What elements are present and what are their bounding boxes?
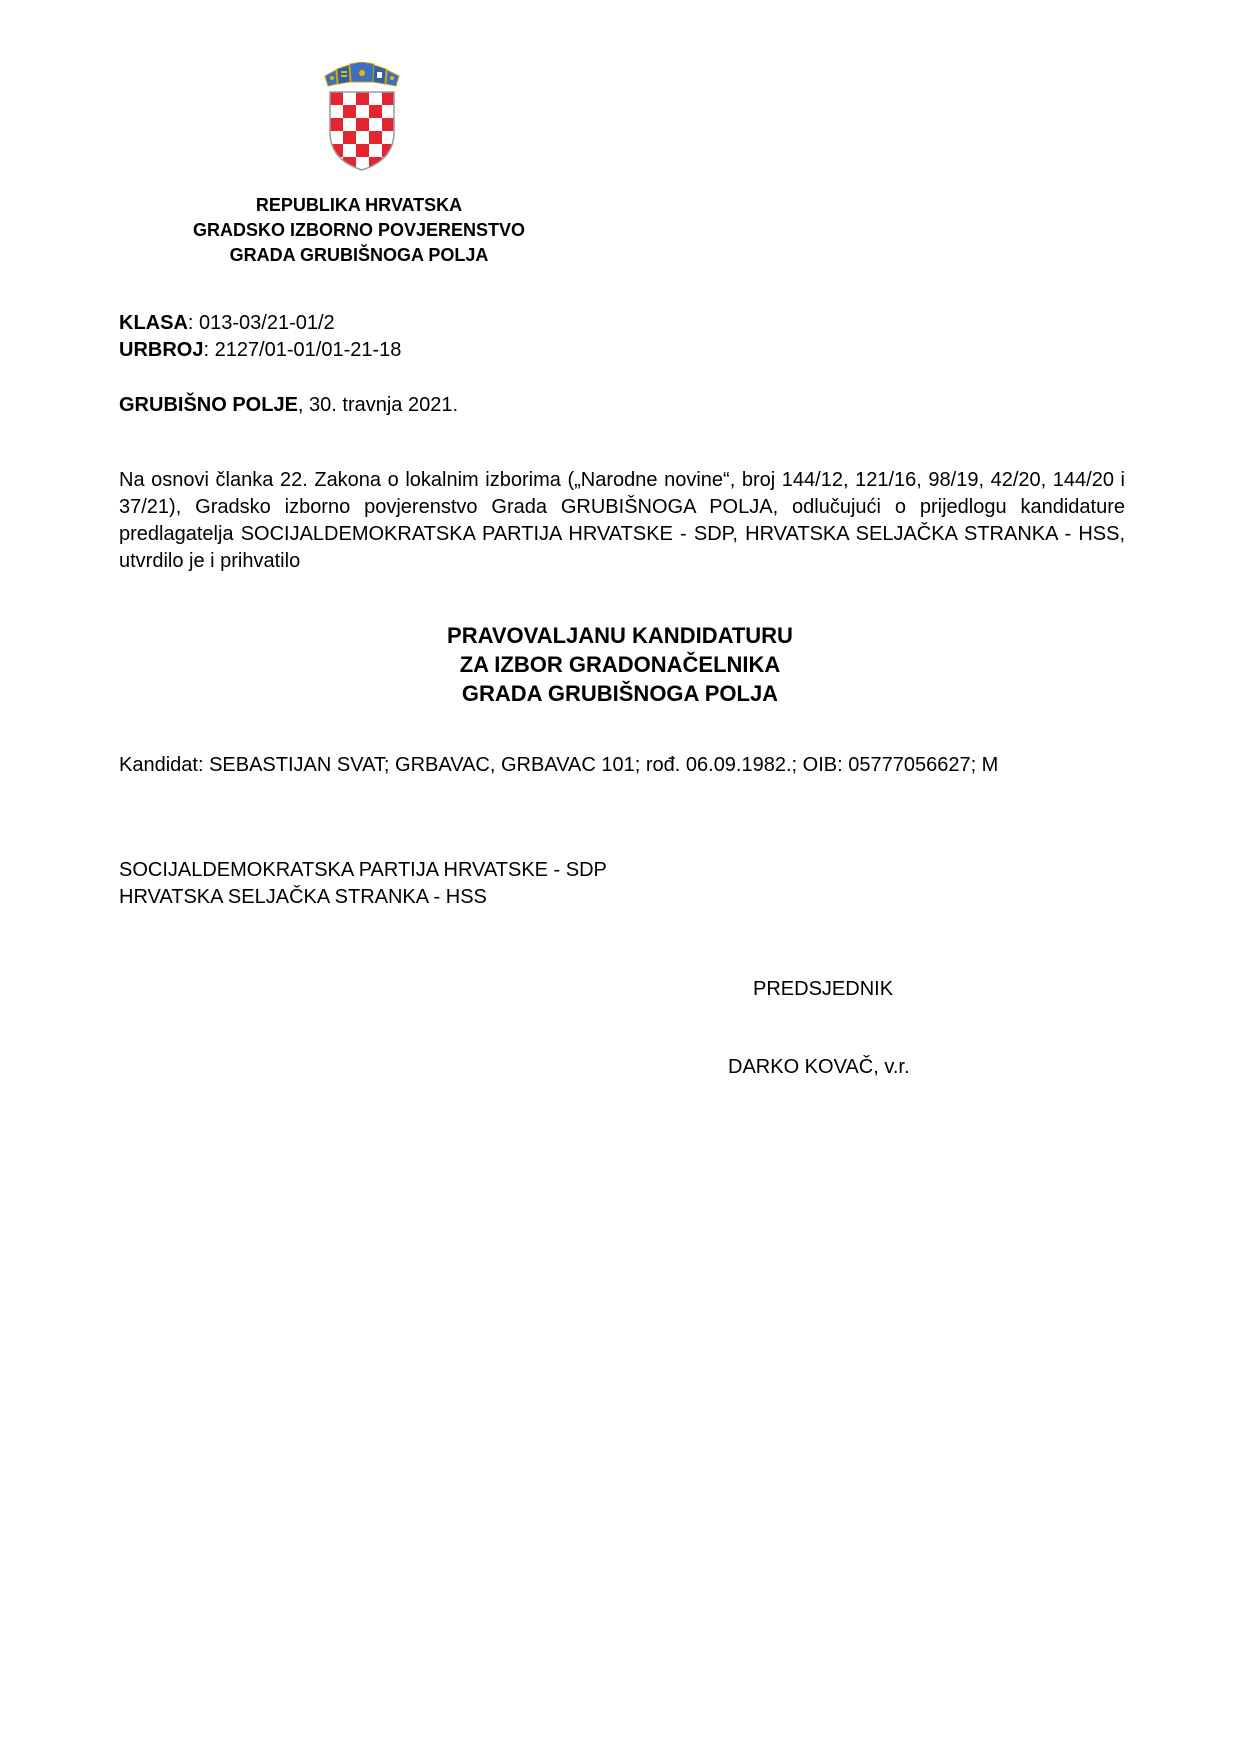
- crown-icon: [325, 62, 399, 86]
- candidate-details: Kandidat: SEBASTIJAN SVAT; GRBAVAC, GRBAVAC 101; rođ. 06.09.1982.; OIB: 05777056627; M: [119, 754, 999, 776]
- place-date-line: [119, 392, 458, 419]
- proposing-parties: [119, 857, 607, 911]
- urbroj-label: URBROJ: [119, 339, 204, 361]
- urbroj-value: : 2127/01-01/01-21-18: [203, 339, 402, 361]
- document-header: [120, 193, 598, 268]
- party-hss: HRVATSKA SELJAČKA STRANKA - HSS: [119, 886, 487, 908]
- header-commission: GRADSKO IZBORNO POVJERENSTVO: [192, 220, 526, 240]
- header-city: GRADA GRUBIŠNOGA POLJA: [229, 245, 489, 265]
- signature-title: PREDSJEDNIK: [753, 978, 894, 1000]
- place: GRUBIŠNO POLJE: [119, 394, 298, 416]
- decision-title-line-2: ZA IZBOR GRADONAČELNIKA: [459, 652, 781, 677]
- urbroj-line: [119, 337, 401, 364]
- header-country: REPUBLIKA HRVATSKA: [255, 195, 463, 215]
- intro-paragraph: Na osnovi članka 22. Zakona o lokalnim izborima („Narodne novine“, broj 144/12, 121/16, 98/19, 42/20, 144/20 i 37/21), Gradsko izborno povjerenstvo Grada GRUBIŠNOGA POLJA, odlučujući o prijedlogu kandidature predlagatelja SOCIJALDEMOKRATSKA PARTIJA HRVATSKE - SDP, HRVATSKA SELJAČKA STRANKA - HSS, utvrdilo je i prihvatilo: [119, 469, 1125, 572]
- decision-title-line-3: GRADA GRUBIŠNOGA POLJA: [461, 681, 779, 706]
- date: , 30. travnja 2021.: [297, 394, 459, 416]
- signature-name: DARKO KOVAČ, v.r.: [728, 1056, 910, 1078]
- party-sdp: SOCIJALDEMOKRATSKA PARTIJA HRVATSKE - SDP: [119, 859, 607, 881]
- klasa-value: : 013-03/21-01/2: [187, 312, 335, 334]
- croatian-coat-of-arms-icon: [322, 62, 402, 172]
- klasa-label: KLASA: [119, 312, 188, 334]
- klasa-line: [119, 310, 335, 337]
- decision-title: [330, 621, 910, 708]
- decision-title-line-1: PRAVOVALJANU KANDIDATURU: [447, 623, 793, 648]
